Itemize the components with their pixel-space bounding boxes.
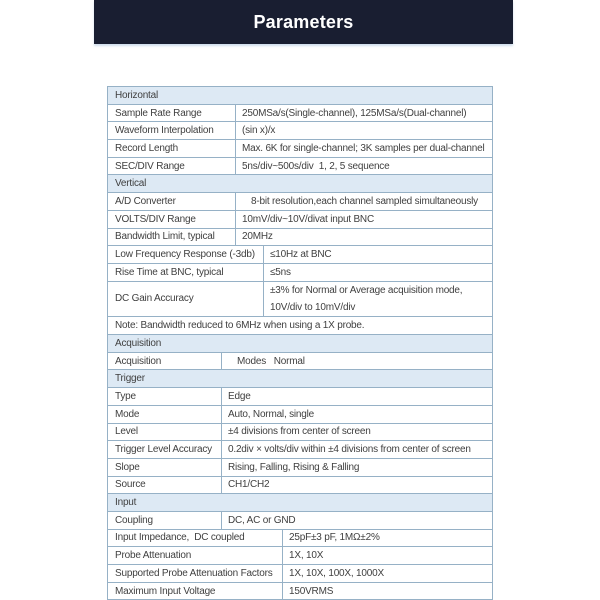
spec-row bbox=[108, 547, 492, 565]
spec-label: Supported Probe Attenuation Factors bbox=[108, 565, 283, 582]
spec-label: Acquisition bbox=[108, 353, 222, 370]
spec-value: 5ns/div~500s/div 1, 2, 5 sequence bbox=[242, 160, 390, 172]
spec-row bbox=[108, 122, 492, 140]
spec-row bbox=[108, 105, 492, 123]
spec-label: VOLTS/DIV Range bbox=[108, 211, 236, 228]
note-row bbox=[108, 317, 492, 335]
spec-row bbox=[108, 211, 492, 229]
spec-value: Max. 6K for single-channel; 3K samples per dual-channel bbox=[242, 142, 485, 154]
section-title: Trigger bbox=[115, 373, 145, 385]
spec-row bbox=[108, 229, 492, 247]
spec-value: 20MHz bbox=[242, 231, 273, 243]
spec-label: Rise Time at BNC, typical bbox=[108, 264, 264, 281]
spec-label: Slope bbox=[108, 459, 222, 476]
spec-row bbox=[108, 565, 492, 583]
section-header-row bbox=[108, 494, 492, 512]
spec-row bbox=[108, 246, 492, 264]
spec-value: Modes Normal bbox=[237, 355, 305, 367]
spec-value: (sin x)/x bbox=[242, 125, 276, 137]
spec-value: 10mV/div~10V/divat input BNC bbox=[242, 213, 374, 225]
note-text: Note: Bandwidth reduced to 6MHz when using a 1X probe. bbox=[115, 320, 365, 332]
spec-label: DC Gain Accuracy bbox=[108, 282, 264, 317]
spec-row bbox=[108, 459, 492, 477]
section-title: Horizontal bbox=[115, 89, 159, 101]
spec-label: Record Length bbox=[108, 140, 236, 157]
page-title: Parameters bbox=[253, 11, 354, 32]
spec-row bbox=[108, 406, 492, 424]
section-title: Vertical bbox=[115, 178, 147, 190]
spec-value: Rising, Falling, Rising & Falling bbox=[228, 461, 360, 473]
section-header-row bbox=[108, 370, 492, 388]
spec-label: Waveform Interpolation bbox=[108, 122, 236, 139]
spec-value: Edge bbox=[228, 390, 251, 402]
spec-value: DC, AC or GND bbox=[228, 514, 296, 526]
spec-label: Maximum Input Voltage bbox=[108, 583, 283, 600]
spec-row bbox=[108, 282, 492, 318]
spec-row bbox=[108, 193, 492, 211]
spec-value: 250MSa/s(Single-channel), 125MSa/s(Dual-channel) bbox=[242, 107, 467, 119]
spec-row bbox=[108, 441, 492, 459]
spec-label: Bandwidth Limit, typical bbox=[108, 229, 236, 246]
section-title: Acquisition bbox=[115, 337, 162, 349]
spec-label: A/D Converter bbox=[108, 193, 236, 210]
spec-row bbox=[108, 388, 492, 406]
spec-value: 0.2div × volts/div within ±4 divisions from center of screen bbox=[228, 444, 471, 456]
spec-label: Source bbox=[108, 477, 222, 494]
spec-value: ≤10Hz at BNC bbox=[270, 249, 332, 261]
spec-row bbox=[108, 140, 492, 158]
spec-value: 1X, 10X bbox=[289, 550, 324, 562]
spec-row bbox=[108, 512, 492, 530]
spec-row bbox=[108, 583, 492, 600]
spec-value: 8-bit resolution,each channel sampled simultaneously bbox=[251, 195, 478, 207]
spec-label: Sample Rate Range bbox=[108, 105, 236, 122]
spec-label: Mode bbox=[108, 406, 222, 423]
spec-row bbox=[108, 477, 492, 495]
section-title: Input bbox=[115, 497, 137, 509]
section-header-row bbox=[108, 335, 492, 353]
parameters-banner bbox=[94, 0, 513, 44]
section-header-row bbox=[108, 87, 492, 105]
spec-label: Input Impedance, DC coupled bbox=[108, 530, 283, 547]
spec-value: ±4 divisions from center of screen bbox=[228, 426, 371, 438]
spec-row bbox=[108, 424, 492, 442]
spec-label: Low Frequency Response (-3db) bbox=[108, 246, 264, 263]
spec-label: Level bbox=[108, 424, 222, 441]
spec-value: ≤5ns bbox=[270, 266, 291, 278]
spec-label: Trigger Level Accuracy bbox=[108, 441, 222, 458]
spec-label: Type bbox=[108, 388, 222, 405]
spec-value: 1X, 10X, 100X, 1000X bbox=[289, 567, 384, 579]
spec-value: 25pF±3 pF, 1MΩ±2% bbox=[289, 532, 380, 544]
spec-label: Probe Attenuation bbox=[108, 547, 283, 564]
spec-value: CH1/CH2 bbox=[228, 479, 270, 491]
spec-row bbox=[108, 353, 492, 371]
spec-label: SEC/DIV Range bbox=[108, 158, 236, 175]
spec-row bbox=[108, 158, 492, 176]
section-header-row bbox=[108, 175, 492, 193]
spec-value: Auto, Normal, single bbox=[228, 408, 315, 420]
spec-value: 150VRMS bbox=[289, 585, 334, 597]
spec-value: ±3% for Normal or Average acquisition mode, 10V/div to 10mV/div bbox=[270, 284, 463, 313]
spec-row bbox=[108, 264, 492, 282]
spec-label: Coupling bbox=[108, 512, 222, 529]
spec-table bbox=[107, 86, 493, 600]
spec-row bbox=[108, 530, 492, 548]
